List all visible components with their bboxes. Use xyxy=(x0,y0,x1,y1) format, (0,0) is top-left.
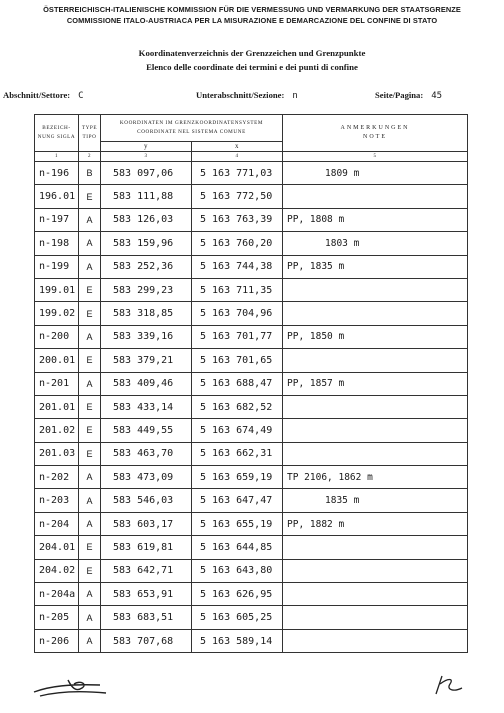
row-type: A xyxy=(79,208,101,231)
row-x: 5 163 701,65 xyxy=(192,349,283,372)
row-y: 583 318,85 xyxy=(101,302,192,325)
table-row xyxy=(35,302,468,325)
row-note: PP, 1857 m xyxy=(283,372,468,395)
row-y: 583 252,36 xyxy=(101,255,192,278)
row-id: 196.01 xyxy=(35,185,79,208)
row-x: 5 163 655,19 xyxy=(192,512,283,535)
page-label: Seite/Pagina: xyxy=(375,90,424,100)
section-field xyxy=(3,90,84,101)
row-y: 583 683,51 xyxy=(101,606,192,629)
row-y: 583 603,17 xyxy=(101,512,192,535)
table-body xyxy=(35,162,468,653)
subsection-field xyxy=(196,90,298,101)
row-x: 5 163 626,95 xyxy=(192,583,283,606)
col-number-2: 2 xyxy=(79,152,101,162)
col-number-1: 1 xyxy=(35,152,79,162)
row-note: 1803 m xyxy=(283,232,468,255)
row-y: 583 463,70 xyxy=(101,442,192,465)
row-y: 583 653,91 xyxy=(101,583,192,606)
row-id: n-202 xyxy=(35,466,79,489)
table-row xyxy=(35,489,468,512)
row-id: n-197 xyxy=(35,208,79,231)
col-number-3: 3 xyxy=(101,152,192,162)
row-x: 5 163 701,77 xyxy=(192,325,283,348)
section-value: C xyxy=(78,91,84,101)
row-note xyxy=(283,278,468,301)
table-row xyxy=(35,629,468,652)
table-row xyxy=(35,512,468,535)
row-type: E xyxy=(79,278,101,301)
table-row xyxy=(35,185,468,208)
row-id: 204.01 xyxy=(35,536,79,559)
row-id: n-201 xyxy=(35,372,79,395)
row-note xyxy=(283,606,468,629)
notes-label-de: ANMERKUNGEN xyxy=(340,125,410,131)
row-y: 583 409,46 xyxy=(101,372,192,395)
document-title-it: Elenco delle coordinate dei termini e dei punti di confine xyxy=(146,62,358,72)
coordinate-table xyxy=(34,114,468,653)
row-x: 5 163 760,20 xyxy=(192,232,283,255)
row-type: E xyxy=(79,559,101,582)
col-number-5: 5 xyxy=(283,152,468,162)
row-id: 201.03 xyxy=(35,442,79,465)
row-id: n-205 xyxy=(35,606,79,629)
row-type: A xyxy=(79,466,101,489)
row-x: 5 163 744,38 xyxy=(192,255,283,278)
table-row xyxy=(35,372,468,395)
table-row xyxy=(35,232,468,255)
row-x: 5 163 711,35 xyxy=(192,278,283,301)
page-field xyxy=(375,90,442,101)
row-type: A xyxy=(79,489,101,512)
row-type: E xyxy=(79,349,101,372)
row-y: 583 619,81 xyxy=(101,536,192,559)
row-x: 5 163 589,14 xyxy=(192,629,283,652)
row-type: A xyxy=(79,583,101,606)
row-id: n-196 xyxy=(35,162,79,185)
col-header-id: BEZEICH-NUNG SIGLA xyxy=(35,115,79,152)
row-y: 583 707,68 xyxy=(101,629,192,652)
section-label: Abschnitt/Settore: xyxy=(3,90,71,100)
row-id: n-200 xyxy=(35,325,79,348)
row-y: 583 433,14 xyxy=(101,395,192,418)
signature-left xyxy=(30,672,110,702)
coords-label-de: KOORDINATEN IM GRENZKOORDINATENSYSTEM xyxy=(119,120,264,126)
row-id: 199.01 xyxy=(35,278,79,301)
row-x: 5 163 662,31 xyxy=(192,442,283,465)
row-note xyxy=(283,536,468,559)
row-y: 583 111,88 xyxy=(101,185,192,208)
subsection-label: Unterabschnitt/Sezione: xyxy=(196,90,285,100)
row-x: 5 163 643,80 xyxy=(192,559,283,582)
subsection-value: n xyxy=(292,91,298,101)
row-id: n-203 xyxy=(35,489,79,512)
row-type: E xyxy=(79,442,101,465)
row-id: n-204 xyxy=(35,512,79,535)
commission-title-it: COMMISSIONE ITALO-AUSTRIACA PER LA MISURAZIONE E DEMARCAZIONE DEL CONFINE DI STATO xyxy=(66,16,438,25)
table-row xyxy=(35,442,468,465)
row-type: A xyxy=(79,325,101,348)
row-type: A xyxy=(79,255,101,278)
row-note xyxy=(283,419,468,442)
row-type: A xyxy=(79,606,101,629)
row-note xyxy=(283,185,468,208)
row-x: 5 163 644,85 xyxy=(192,536,283,559)
row-note: 1809 m xyxy=(283,162,468,185)
row-type: A xyxy=(79,629,101,652)
table-row xyxy=(35,278,468,301)
col-header-notes xyxy=(283,115,468,152)
row-type: A xyxy=(79,512,101,535)
table-row xyxy=(35,325,468,348)
table-row xyxy=(35,606,468,629)
row-note: PP, 1850 m xyxy=(283,325,468,348)
row-id: 204.02 xyxy=(35,559,79,582)
col-header-y: y xyxy=(101,142,192,152)
table-row xyxy=(35,559,468,582)
row-y: 583 473,09 xyxy=(101,466,192,489)
table-row xyxy=(35,162,468,185)
row-x: 5 163 763,39 xyxy=(192,208,283,231)
row-x: 5 163 688,47 xyxy=(192,372,283,395)
row-y: 583 299,23 xyxy=(101,278,192,301)
col-header-x: x xyxy=(192,142,283,152)
row-type: E xyxy=(79,536,101,559)
row-y: 583 379,21 xyxy=(101,349,192,372)
col-header-coordinates xyxy=(101,115,283,142)
row-note xyxy=(283,559,468,582)
coords-label-it: COORDINATE NEL SISTEMA COMUNE xyxy=(137,129,246,135)
table-row xyxy=(35,583,468,606)
commission-title-de: ÖSTERREICHISCH-ITALIENISCHE KOMMISSION FÜR DIE VERMESSUNG UND VERMARKUNG DER STAATSGRENZE xyxy=(43,5,461,14)
col-number-4: 4 xyxy=(192,152,283,162)
row-x: 5 163 771,03 xyxy=(192,162,283,185)
row-note xyxy=(283,349,468,372)
row-y: 583 097,06 xyxy=(101,162,192,185)
signature-right xyxy=(428,670,468,698)
row-type: A xyxy=(79,372,101,395)
row-id: 201.01 xyxy=(35,395,79,418)
row-id: n-199 xyxy=(35,255,79,278)
row-id: n-198 xyxy=(35,232,79,255)
row-note: PP, 1882 m xyxy=(283,512,468,535)
row-type: B xyxy=(79,162,101,185)
table-row xyxy=(35,419,468,442)
row-y: 583 546,03 xyxy=(101,489,192,512)
notes-label-it: NOTE xyxy=(363,134,388,140)
row-x: 5 163 647,47 xyxy=(192,489,283,512)
row-type: E xyxy=(79,419,101,442)
row-note xyxy=(283,302,468,325)
row-note xyxy=(283,395,468,418)
table-row xyxy=(35,466,468,489)
row-id: n-206 xyxy=(35,629,79,652)
table-row xyxy=(35,208,468,231)
row-note: 1835 m xyxy=(283,489,468,512)
row-y: 583 642,71 xyxy=(101,559,192,582)
table-row xyxy=(35,255,468,278)
row-y: 583 339,16 xyxy=(101,325,192,348)
row-id: 200.01 xyxy=(35,349,79,372)
table-row xyxy=(35,536,468,559)
page-value: 45 xyxy=(431,91,443,101)
row-type: E xyxy=(79,395,101,418)
row-x: 5 163 605,25 xyxy=(192,606,283,629)
row-note: PP, 1808 m xyxy=(283,208,468,231)
row-y: 583 159,96 xyxy=(101,232,192,255)
row-x: 5 163 674,49 xyxy=(192,419,283,442)
row-x: 5 163 659,19 xyxy=(192,466,283,489)
row-type: E xyxy=(79,185,101,208)
row-note xyxy=(283,442,468,465)
row-id: 201.02 xyxy=(35,419,79,442)
col-header-type: TYPE TIPO xyxy=(79,115,101,152)
row-type: E xyxy=(79,302,101,325)
table-row xyxy=(35,349,468,372)
row-id: 199.02 xyxy=(35,302,79,325)
row-x: 5 163 682,52 xyxy=(192,395,283,418)
row-note xyxy=(283,629,468,652)
row-note: TP 2106, 1862 m xyxy=(283,466,468,489)
document-title-de: Koordinatenverzeichnis der Grenzzeichen und Grenzpunkte xyxy=(138,48,366,58)
row-y: 583 449,55 xyxy=(101,419,192,442)
row-note: PP, 1835 m xyxy=(283,255,468,278)
row-id: n-204a xyxy=(35,583,79,606)
row-type: A xyxy=(79,232,101,255)
row-x: 5 163 772,50 xyxy=(192,185,283,208)
row-note xyxy=(283,583,468,606)
row-x: 5 163 704,96 xyxy=(192,302,283,325)
row-y: 583 126,03 xyxy=(101,208,192,231)
table-row xyxy=(35,395,468,418)
